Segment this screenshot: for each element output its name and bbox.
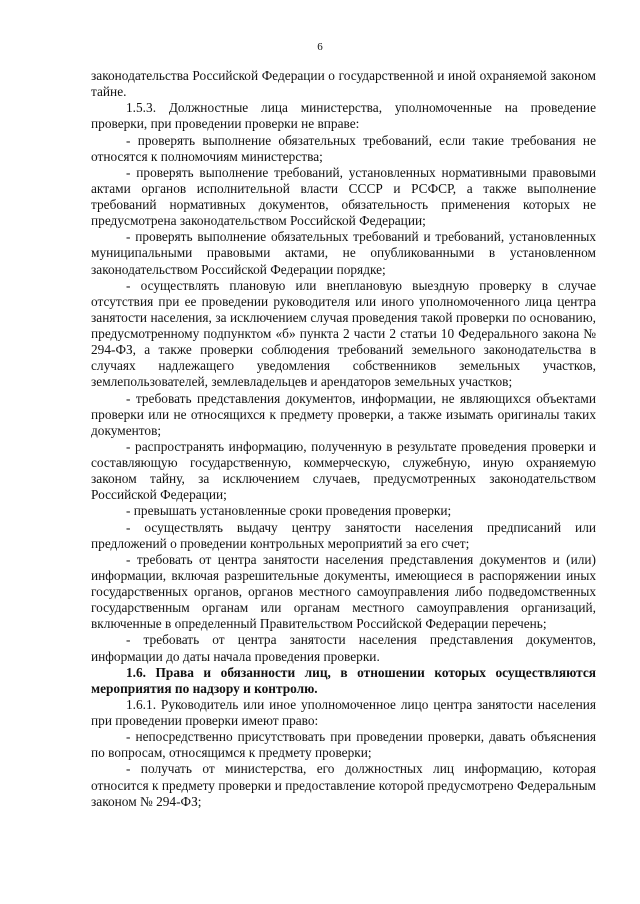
list-item-check-requirements: - проверять выполнение обязательных требований, если такие требования не относятся к полномочиям министерства; [91, 132, 596, 164]
list-item-municipal-acts: - проверять выполнение обязательных требований и требований, установленных муниципальными правовыми актами, не опубликованными в установленном законодательством Российской Федерации порядке; [91, 229, 596, 277]
list-item-receive-information: - получать от министерства, его должностных лиц информацию, которая относится к предмету проверки и предоставление которой предусмотрено Федеральным законом № 294-ФЗ; [91, 761, 596, 809]
list-item-require-permits: - требовать от центра занятости населения представления документов и (или) информации, включая разрешительные документы, имеющиеся в распоряжении иных государственных органов, органов местного самоуправления либо подведомственных государственным органам или органам местного самоуправления организаций, включенные в определенный Правительством Российской Федерации перечень; [91, 551, 596, 632]
list-item-require-before-start: - требовать от центра занятости населения представления документов, информации до даты начала проведения проверки. [91, 632, 596, 664]
paragraph-1-5-3-intro: 1.5.3. Должностные лица министерства, уполномоченные на проведение проверки, при проведении проверки не вправе: [91, 100, 596, 132]
list-item-onsite-inspection: - осуществлять плановую или внеплановую выездную проверку в случае отсутствия при ее проведении руководителя или иного уполномоченного лица центра занятости населения, за исключением случая проведения такой проверки по основанию, предусмотренному подпунктом «б» пункта 2 части 2 статьи 10 Федерального закона № 294-ФЗ, а также проверки соблюдения требований земельного законодательства в случаях надлежащего уведомления собственников земельных участков, землепользователей, землевладельцев и арендаторов земельных участков; [91, 277, 596, 390]
paragraph-1-6-1-intro: 1.6.1. Руководитель или иное уполномоченное лицо центра занятости населения при проведении проверки имеют право: [91, 696, 596, 728]
list-item-attend-inspection: - непосредственно присутствовать при проведении проверки, давать объяснения по вопросам, относящимся к предмету проверки; [91, 729, 596, 761]
paragraph-secrecy-clause: законодательства Российской Федерации о государственной и иной охраняемой законом тайне. [91, 68, 596, 100]
document-body [91, 68, 596, 810]
list-item-exceed-deadlines: - превышать установленные сроки проведения проверки; [126, 503, 452, 519]
list-item-issue-orders: - осуществлять выдачу центру занятости населения предписаний или предложений о проведении контрольных мероприятий за его счет; [91, 519, 596, 551]
list-item-disclose-information: - распространять информацию, полученную в результате проведения проверки и составляющую государственную, коммерческую, служебную, иную охраняемую законом тайну, за исключением случаев, предусмотренных законодательством Российской Федерации; [91, 438, 596, 503]
section-heading-1-6: 1.6. Права и обязанности лиц, в отношении которых осуществляются мероприятия по надзору и контролю. [91, 664, 596, 696]
list-item-ussr-acts: - проверять выполнение требований, установленных нормативными правовыми актами органов исполнительной власти СССР и РСФСР, а также выполнение требований нормативных документов, обязательность применения которых не предусмотрена законодательством Российской Федерации; [91, 164, 596, 229]
list-item-require-documents: - требовать представления документов, информации, не являющихся объектами проверки или не относящихся к предмету проверки, а также изымать оригиналы таких документов; [91, 390, 596, 438]
page-number: 6 [317, 41, 323, 53]
